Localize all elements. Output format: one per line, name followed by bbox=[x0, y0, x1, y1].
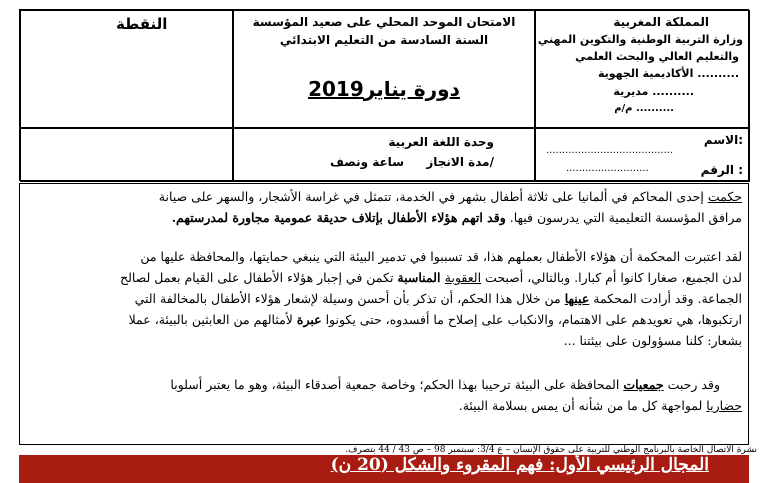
source-citation: نشرة الاتصال الخاصة بالبرنامج الوطني للتربية على حقوق الإنسان – ع 3/4: سبتمبر 98 – ص 43 / 44 بتصرف. bbox=[345, 445, 757, 455]
reading-text-box bbox=[19, 183, 749, 445]
word-appropriate: المناسبة bbox=[397, 270, 445, 285]
kingdom-label: المملكة المغربية bbox=[613, 15, 709, 29]
p2-line-1: لقد اعتبرت المحكمة أن هؤلاء الأطفال بعملهم هذا، قد تسببوا في تدمير البيئة التي ينبغي حمايتها، والمحافظة عليها من bbox=[140, 249, 742, 264]
p2-line-3a: الجماعة. وقد أرادت المحكمة bbox=[589, 291, 742, 306]
exam-session: دورة يناير2019 bbox=[308, 77, 460, 101]
word-civilized: حضاريا bbox=[706, 398, 742, 413]
name-label: الاسم: bbox=[703, 133, 743, 147]
p1-text-1: إحدى المحاكم في ألمانيا على ثلاثة أطفال بشهر في الخدمة، تتمثل في غراسة الأشجار، والسهر على صيانة bbox=[158, 189, 708, 204]
duration-value: ساعة ونصف bbox=[329, 155, 404, 169]
paragraph-1 bbox=[26, 186, 742, 228]
duration-label: مدة الانجاز/ bbox=[426, 155, 494, 169]
p3-text-3: لمواجهة كل ما من شأنه أن يمس بسلامة البيئة. bbox=[458, 398, 707, 413]
section-title: المجال الرئيسي الأول: فهم المقروء والشكل (20 ن) bbox=[330, 455, 709, 475]
school-label: م/م .......... bbox=[614, 103, 674, 114]
p2-line-2b: تكمن في إجبار هؤلاء الأطفال على القيام بعمل لصالح bbox=[120, 270, 398, 285]
blank-block bbox=[20, 128, 233, 182]
p1-text-2: مرافق المؤسسة التعليمية التي يدرسون فيها. bbox=[505, 210, 742, 225]
p2-line-2a: لدن الجميع، صغارا كانوا أم كبارا. وبالتالي، أصبحت bbox=[481, 270, 742, 285]
subject-block bbox=[233, 128, 535, 182]
directorate-label: مديرية .......... bbox=[613, 85, 694, 98]
word-associations: جمعيات bbox=[623, 377, 664, 392]
score-label: النقطة bbox=[116, 15, 168, 33]
word-itself: عينها bbox=[564, 291, 590, 306]
exam-level: السنة السادسة من التعليم الابتدائي bbox=[279, 33, 489, 47]
paragraph-3 bbox=[26, 374, 742, 416]
exam-title-block bbox=[233, 10, 535, 128]
p2-line-4a: ارتكبوها، هي تعويدهم على الاهتمام، والانكباب على إصلاح ما أفسدوه، حتى يكونوا bbox=[321, 312, 742, 327]
section-header-band bbox=[19, 455, 749, 483]
ministry-block bbox=[535, 10, 750, 128]
number-dots[interactable]: .......................... bbox=[566, 163, 649, 174]
exam-header bbox=[19, 9, 749, 181]
p2-line-3b: من خلال هذا الحكم، أن تذكر بأن أحسن وسيلة لإشعار هؤلاء الأطفال بالمخالفة التي bbox=[134, 291, 565, 306]
p2-line-4b: لأمثالهم من العابثين بالبيئة، عملا bbox=[128, 312, 297, 327]
subject-label: وحدة اللغة العربية bbox=[388, 135, 494, 149]
p1-text-bold: وقد اتهم هؤلاء الأطفال بإتلاف حديقة عمومية مجاورة لمدرستهم. bbox=[171, 210, 506, 225]
academy-label: الأكاديمية الجهوية .......... bbox=[597, 67, 739, 80]
p2-line-5: بشعار: كلنا مسؤولون على بيئتنا ... bbox=[563, 333, 742, 348]
p3-text-1: وقد رحبت bbox=[663, 377, 720, 392]
ministry-name: وزارة التربية الوطنية والتكوين المهني bbox=[537, 33, 743, 46]
score-block bbox=[20, 10, 233, 128]
word-hakamat: حكمت bbox=[707, 189, 742, 204]
word-lesson: عبرة bbox=[296, 312, 322, 327]
student-info-block bbox=[535, 128, 750, 182]
exam-title: الامتحان الموحد المحلي على صعيد المؤسسة bbox=[252, 15, 516, 29]
paragraph-2 bbox=[26, 246, 742, 351]
number-label: الرقم : bbox=[700, 163, 743, 177]
name-dots[interactable]: ........................................ bbox=[546, 145, 674, 156]
ministry-name-2: والتعليم العالي والبحث العلمي bbox=[575, 50, 739, 63]
p3-text-2: المحافظة على البيئة ترحيبا بهذا الحكم؛ وخاصة جمعية أصدقاء البيئة، وهو ما يعتبر أسلوبا bbox=[170, 377, 624, 392]
word-punishment: العقوبة bbox=[444, 270, 482, 285]
